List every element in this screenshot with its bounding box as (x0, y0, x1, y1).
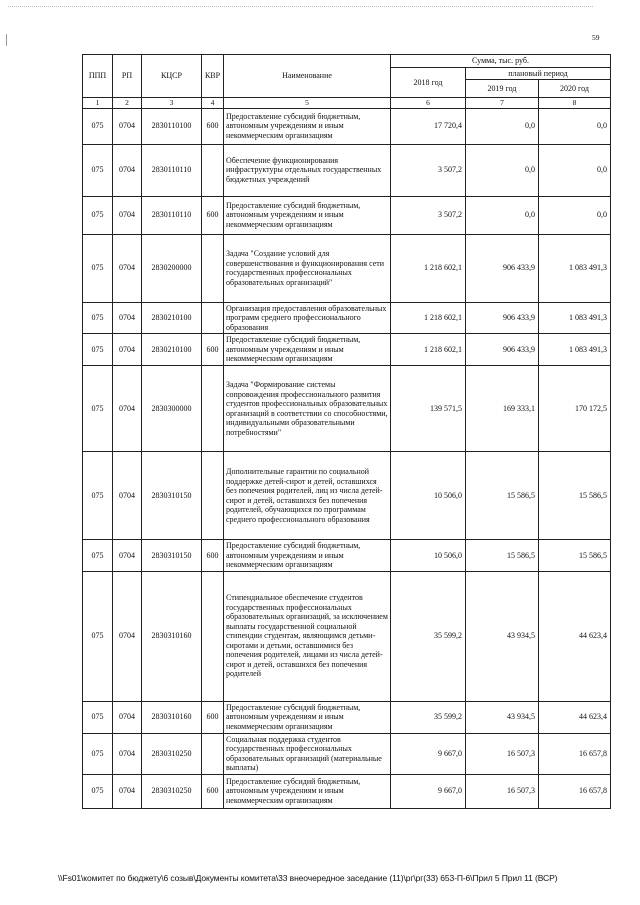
table-row (83, 196, 611, 234)
index-cell: 3 (142, 98, 202, 109)
budget-table (82, 54, 611, 809)
scan-edge-rule (8, 6, 593, 7)
amount-2018-cell: 3 507,2 (391, 196, 466, 234)
header-year-2018: 2018 год (391, 67, 466, 98)
rp-cell: 0704 (113, 452, 142, 540)
table-row (83, 571, 611, 701)
kcsr-cell: 2830110110 (142, 144, 202, 196)
name-cell: Дополнительные гарантии по социальной поддержке детей-сирот и детей, оставшихся без попечения родителей, лиц из числа детей-сирот и детей, оставшихся без попечения родителей, обучающихся по программам среднего профессионального образования (224, 452, 391, 540)
kcsr-cell: 2830210100 (142, 302, 202, 334)
amount-2020-cell: 15 586,5 (539, 452, 611, 540)
name-cell: Стипендиальное обеспечение студентов государственных профессиональных образовательных организаций, за исключением выплаты государственной социальной стипендии студентам, являющимся детьми-сиротами и детьми, оставшимися без попечения родителей, лицами из числа детей-сирот и детей, оставшихся без попечения родителей (224, 571, 391, 701)
ppp-cell: 075 (83, 571, 113, 701)
name-cell: Социальная поддержка студентов государственных профессиональных образовательных организаций (материальные выплаты) (224, 733, 391, 774)
amount-2020-cell: 1 083 491,3 (539, 302, 611, 334)
amount-2019-cell: 15 586,5 (466, 452, 539, 540)
kvr-cell (202, 234, 224, 302)
header-planned-period: плановый период (466, 67, 611, 80)
amount-2020-cell: 0,0 (539, 144, 611, 196)
table-row (83, 366, 611, 452)
kcsr-cell: 2830310160 (142, 571, 202, 701)
header-ppp: ППП (83, 55, 113, 98)
name-cell: Задача "Создание условий для совершенствования и функционирования сети государственных профессиональных образовательных организаций" (224, 234, 391, 302)
column-index-row (83, 98, 611, 109)
ppp-cell: 075 (83, 701, 113, 733)
kvr-cell: 600 (202, 196, 224, 234)
rp-cell: 0704 (113, 144, 142, 196)
amount-2020-cell: 170 172,5 (539, 366, 611, 452)
header-name: Наименование (224, 55, 391, 98)
index-cell: 2 (113, 98, 142, 109)
amount-2019-cell: 0,0 (466, 196, 539, 234)
ppp-cell: 075 (83, 234, 113, 302)
kcsr-cell: 2830110110 (142, 196, 202, 234)
rp-cell: 0704 (113, 334, 142, 366)
rp-cell: 0704 (113, 108, 142, 144)
amount-2018-cell: 9 667,0 (391, 733, 466, 774)
kcsr-cell: 2830310150 (142, 540, 202, 572)
kvr-cell: 600 (202, 334, 224, 366)
amount-2018-cell: 35 599,2 (391, 701, 466, 733)
amount-2019-cell: 0,0 (466, 108, 539, 144)
name-cell: Предоставление субсидий бюджетным, автономным учреждениям и иным некоммерческим организациям (224, 540, 391, 572)
ppp-cell: 075 (83, 774, 113, 808)
kcsr-cell: 2830310250 (142, 733, 202, 774)
scan-margin-mark (6, 34, 7, 46)
amount-2018-cell: 10 506,0 (391, 452, 466, 540)
header-year-2019: 2019 год (466, 80, 539, 98)
amount-2020-cell: 0,0 (539, 196, 611, 234)
amount-2020-cell: 44 623,4 (539, 701, 611, 733)
kvr-cell (202, 302, 224, 334)
kvr-cell: 600 (202, 774, 224, 808)
kcsr-cell: 2830110100 (142, 108, 202, 144)
name-cell: Предоставление субсидий бюджетным, автономным учреждениям и иным некоммерческим организациям (224, 108, 391, 144)
index-cell: 8 (539, 98, 611, 109)
amount-2019-cell: 169 333,1 (466, 366, 539, 452)
amount-2019-cell: 906 433,9 (466, 302, 539, 334)
amount-2019-cell: 16 507,3 (466, 774, 539, 808)
header-kcsr: КЦСР (142, 55, 202, 98)
kvr-cell (202, 571, 224, 701)
rp-cell: 0704 (113, 701, 142, 733)
kvr-cell: 600 (202, 108, 224, 144)
amount-2018-cell: 17 720,4 (391, 108, 466, 144)
kcsr-cell: 2830300000 (142, 366, 202, 452)
ppp-cell: 075 (83, 452, 113, 540)
rp-cell: 0704 (113, 366, 142, 452)
table-row (83, 334, 611, 366)
table-row (83, 774, 611, 808)
table-row (83, 144, 611, 196)
table-row (83, 108, 611, 144)
amount-2020-cell: 16 657,8 (539, 733, 611, 774)
table-row (83, 452, 611, 540)
table-row (83, 701, 611, 733)
name-cell: Организация предоставления образовательных программ среднего профессионального образования (224, 302, 391, 334)
ppp-cell: 075 (83, 540, 113, 572)
amount-2020-cell: 1 083 491,3 (539, 334, 611, 366)
name-cell: Задача "Формирование системы сопровождения профессионального развития студентов профессиональных образовательных организаций в соответствии со способностями, индивидуальными образовательными потребностями" (224, 366, 391, 452)
amount-2019-cell: 43 934,5 (466, 701, 539, 733)
ppp-cell: 075 (83, 196, 113, 234)
amount-2020-cell: 44 623,4 (539, 571, 611, 701)
ppp-cell: 075 (83, 366, 113, 452)
amount-2018-cell: 9 667,0 (391, 774, 466, 808)
amount-2020-cell: 0,0 (539, 108, 611, 144)
amount-2019-cell: 906 433,9 (466, 334, 539, 366)
amount-2018-cell: 1 218 602,1 (391, 234, 466, 302)
name-cell: Предоставление субсидий бюджетным, автономным учреждениям и иным некоммерческим организациям (224, 334, 391, 366)
index-cell: 5 (224, 98, 391, 109)
rp-cell: 0704 (113, 540, 142, 572)
table-row (83, 540, 611, 572)
kcsr-cell: 2830210100 (142, 334, 202, 366)
page-number: 59 (592, 33, 600, 42)
amount-2020-cell: 15 586,5 (539, 540, 611, 572)
header-year-2020: 2020 год (539, 80, 611, 98)
header-rp: РП (113, 55, 142, 98)
amount-2019-cell: 906 433,9 (466, 234, 539, 302)
name-cell: Предоставление субсидий бюджетным, автономным учреждениям и иным некоммерческим организациям (224, 196, 391, 234)
index-cell: 4 (202, 98, 224, 109)
kvr-cell (202, 452, 224, 540)
rp-cell: 0704 (113, 196, 142, 234)
name-cell: Предоставление субсидий бюджетным, автономным учреждениям и иным некоммерческим организациям (224, 774, 391, 808)
kvr-cell (202, 733, 224, 774)
rp-cell: 0704 (113, 733, 142, 774)
amount-2018-cell: 10 506,0 (391, 540, 466, 572)
table-row (83, 733, 611, 774)
amount-2018-cell: 3 507,2 (391, 144, 466, 196)
kcsr-cell: 2830310160 (142, 701, 202, 733)
index-cell: 1 (83, 98, 113, 109)
amount-2020-cell: 16 657,8 (539, 774, 611, 808)
amount-2019-cell: 15 586,5 (466, 540, 539, 572)
footer-file-path: \\Fs01\комитет по бюджету\6 созыв\Документы комитета\33 внеочередное заседание (11)\рг\рг(33) 653-П-6\Прил 5 Прил 11 (ВСР) (58, 873, 558, 883)
kvr-cell (202, 366, 224, 452)
kvr-cell: 600 (202, 540, 224, 572)
kvr-cell (202, 144, 224, 196)
ppp-cell: 075 (83, 144, 113, 196)
amount-2019-cell: 16 507,3 (466, 733, 539, 774)
rp-cell: 0704 (113, 571, 142, 701)
header-kvr: КВР (202, 55, 224, 98)
amount-2018-cell: 1 218 602,1 (391, 302, 466, 334)
ppp-cell: 075 (83, 302, 113, 334)
kcsr-cell: 2830310150 (142, 452, 202, 540)
amount-2019-cell: 0,0 (466, 144, 539, 196)
header-sum: Сумма, тыс. руб. (391, 55, 611, 68)
ppp-cell: 075 (83, 108, 113, 144)
kcsr-cell: 2830200000 (142, 234, 202, 302)
name-cell: Обеспечение функционирования инфраструктуры отдельных государственных бюджетных учреждений (224, 144, 391, 196)
rp-cell: 0704 (113, 774, 142, 808)
table-row (83, 234, 611, 302)
amount-2018-cell: 139 571,5 (391, 366, 466, 452)
table-row (83, 302, 611, 334)
index-cell: 6 (391, 98, 466, 109)
kvr-cell: 600 (202, 701, 224, 733)
name-cell: Предоставление субсидий бюджетным, автономным учреждениям и иным некоммерческим организациям (224, 701, 391, 733)
ppp-cell: 075 (83, 733, 113, 774)
amount-2018-cell: 1 218 602,1 (391, 334, 466, 366)
amount-2018-cell: 35 599,2 (391, 571, 466, 701)
kcsr-cell: 2830310250 (142, 774, 202, 808)
amount-2020-cell: 1 083 491,3 (539, 234, 611, 302)
index-cell: 7 (466, 98, 539, 109)
rp-cell: 0704 (113, 302, 142, 334)
rp-cell: 0704 (113, 234, 142, 302)
ppp-cell: 075 (83, 334, 113, 366)
amount-2019-cell: 43 934,5 (466, 571, 539, 701)
